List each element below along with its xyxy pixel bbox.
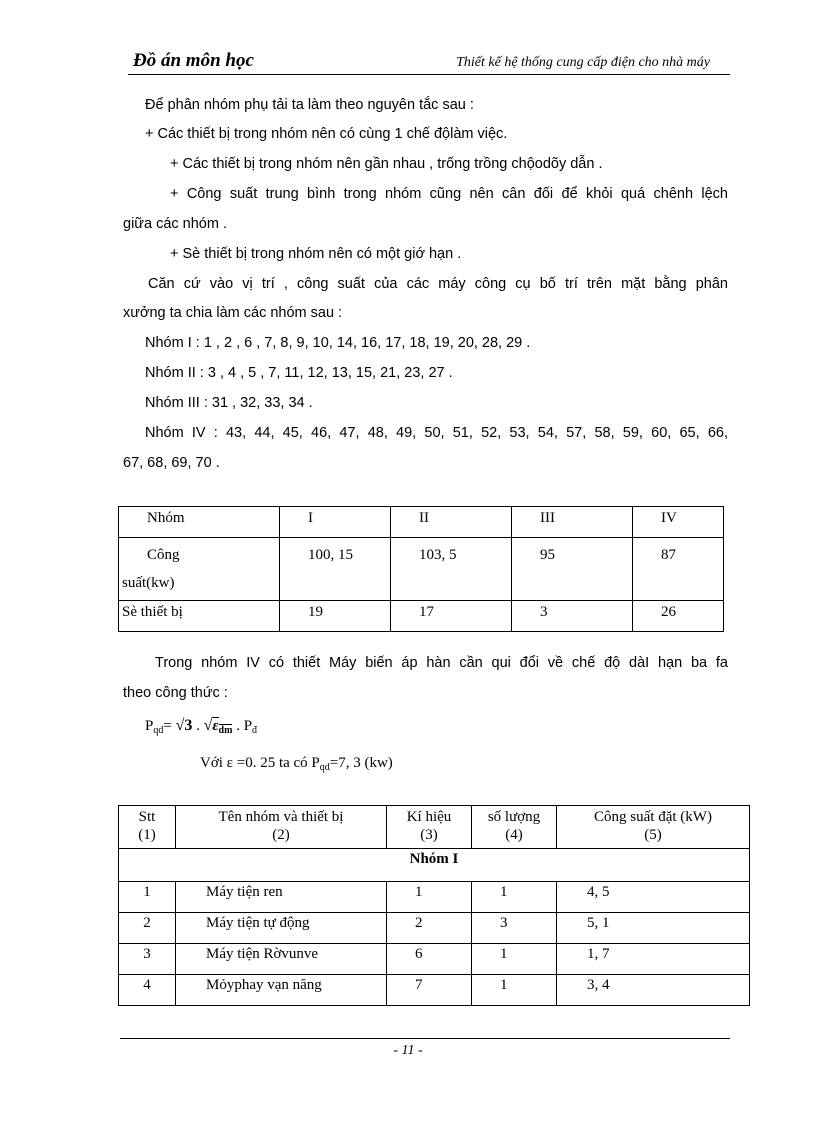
table-cell: 3: [512, 601, 633, 632]
header-index: (5): [644, 827, 662, 843]
table-cell: 1, 7: [557, 944, 750, 975]
formula-sub-qd: qd: [153, 725, 164, 736]
header-label: Công suất đặt (kW): [594, 809, 712, 825]
table-row: [119, 538, 724, 601]
header-index: (3): [420, 827, 438, 843]
table-cell: 3, 4: [557, 975, 750, 1006]
table-cell: Mỏyphay vạn năng: [176, 975, 387, 1006]
table-cell: 3: [119, 944, 176, 975]
page-number: - 11 -: [393, 1043, 423, 1058]
table-cell: 1: [472, 975, 557, 1006]
formula-dot-1: .: [192, 718, 204, 734]
paragraph-conversion-continued: theo công thức :: [123, 685, 228, 701]
table-cell: 103, 5: [391, 538, 512, 601]
header-label: Tên nhóm và thiết bị: [218, 809, 344, 825]
table-cell: 17: [391, 601, 512, 632]
table-cell: Máy tiện ren: [176, 882, 387, 913]
table-cell: 2: [119, 913, 176, 944]
table-row: [119, 944, 750, 975]
paragraph-grouping: Căn cứ vào vị trí , công suất của các máy công cụ bố trí trên mặt bằng phân: [148, 276, 728, 292]
rule-item-3-continued: giữa các nhóm .: [123, 216, 228, 232]
header-label: số lượng: [487, 809, 541, 825]
group-cell: Nhóm I: [119, 849, 750, 882]
group-3-list: Nhóm III : 31 , 32, 33, 34 .: [145, 395, 313, 411]
header-cell-quantity: [472, 806, 557, 849]
table-cell: 1: [119, 882, 176, 913]
table-cell: 19: [280, 601, 391, 632]
header-title-right: Thiết kế hệ thống cung cấp điện cho nhà máy: [456, 55, 710, 70]
table-cell: Sè thiết bị: [119, 601, 280, 632]
table-cell: 95: [512, 538, 633, 601]
table-cell: 1: [387, 882, 472, 913]
formula-epsilon: ε: [212, 718, 219, 734]
paragraph-intro: Để phân nhóm phụ tải ta làm theo nguyên tắc sau :: [145, 97, 474, 113]
header-cell-stt: [119, 806, 176, 849]
formula-sub-dm: dm: [218, 725, 233, 736]
rule-item-4: + Sè thiết bị trong nhóm nên có một giớ hạn .: [170, 246, 462, 262]
formula-sub-d: đ: [252, 725, 258, 736]
header-title-left: Đồ án môn học: [133, 50, 254, 71]
header-cell-power: [557, 806, 750, 849]
table-cell: 7: [387, 975, 472, 1006]
table-row: [119, 601, 724, 632]
table-cell: 1: [472, 944, 557, 975]
footer-rule: [120, 1038, 730, 1039]
table-cell: 87: [633, 538, 724, 601]
table-cell: [119, 538, 280, 601]
table-cell: 4: [119, 975, 176, 1006]
table-cell: II: [391, 507, 512, 538]
group-1-list: Nhóm I : 1 , 2 , 6 , 7, 8, 9, 10, 14, 16, 17, 18, 19, 20, 28, 29 .: [145, 335, 531, 351]
table-cell: Máy tiện tự động: [176, 913, 387, 944]
group-4-list: Nhóm IV : 43, 44, 45, 46, 47, 48, 49, 50, 51, 52, 53, 54, 57, 58, 59, 60, 65, 66,: [145, 425, 728, 441]
result-pre: Với ε =0. 25 ta có P: [200, 755, 320, 771]
table-row: [119, 913, 750, 944]
rule-item-2: + Các thiết bị trong nhóm nên gần nhau , trống trồng chộodõy dẫn .: [170, 156, 603, 172]
paragraph-conversion: Trong nhóm IV có thiết Máy biến áp hàn cần qui đổi về chế độ dàI hạn ba fa: [155, 655, 728, 671]
formula-p: P: [145, 718, 154, 734]
table-row: [119, 975, 750, 1006]
table-cell: 5, 1: [557, 913, 750, 944]
device-list-table: [118, 805, 750, 1006]
group-row: [119, 849, 750, 882]
epsilon-result: [200, 755, 393, 773]
result-post: =7, 3 (kw): [329, 755, 393, 771]
table-cell: 6: [387, 944, 472, 975]
paragraph-grouping-continued: xưởng ta chia làm các nhóm sau :: [123, 305, 343, 321]
result-sub-qd: qd: [319, 762, 330, 773]
formula-sqrt3: √3: [175, 717, 193, 734]
table-header-row: [119, 806, 750, 849]
table-row: [119, 882, 750, 913]
header-label: Stt: [138, 809, 156, 825]
header-index: (2): [272, 827, 290, 843]
group-2-list: Nhóm II : 3 , 4 , 5 , 7, 11, 12, 13, 15, 21, 23, 27 .: [145, 365, 453, 381]
header-index: (1): [138, 827, 156, 843]
header-label: Kí hiệu: [406, 809, 452, 825]
table-cell: 26: [633, 601, 724, 632]
rule-item-3: + Công suất trung bình trong nhóm cũng nên cân đối để khỏi quá chênh lệch: [170, 186, 728, 202]
conversion-formula: [145, 717, 257, 736]
power-label-line1: Công: [147, 547, 180, 563]
table-cell: III: [512, 507, 633, 538]
table-cell: I: [280, 507, 391, 538]
power-label-line2: suất(kw): [122, 575, 175, 591]
group-summary-table: [118, 506, 724, 632]
table-cell: 3: [472, 913, 557, 944]
table-cell: 100, 15: [280, 538, 391, 601]
table-cell: Nhóm: [119, 507, 280, 538]
table-cell: Máy tiện Rờvunve: [176, 944, 387, 975]
table-row: [119, 507, 724, 538]
formula-dot-2: . P: [232, 718, 253, 734]
rule-item-1: + Các thiết bị trong nhóm nên có cùng 1 chế độlàm việc.: [145, 126, 508, 142]
table-cell: 2: [387, 913, 472, 944]
header-cell-name: [176, 806, 387, 849]
formula-equals: =: [163, 718, 176, 734]
table-cell: IV: [633, 507, 724, 538]
table-cell: 4, 5: [557, 882, 750, 913]
formula-sqrt: √: [203, 717, 213, 734]
group-4-list-continued: 67, 68, 69, 70 .: [123, 455, 220, 471]
header-rule: [128, 74, 730, 75]
table-cell: 1: [472, 882, 557, 913]
header-cell-symbol: [387, 806, 472, 849]
header-index: (4): [505, 827, 523, 843]
